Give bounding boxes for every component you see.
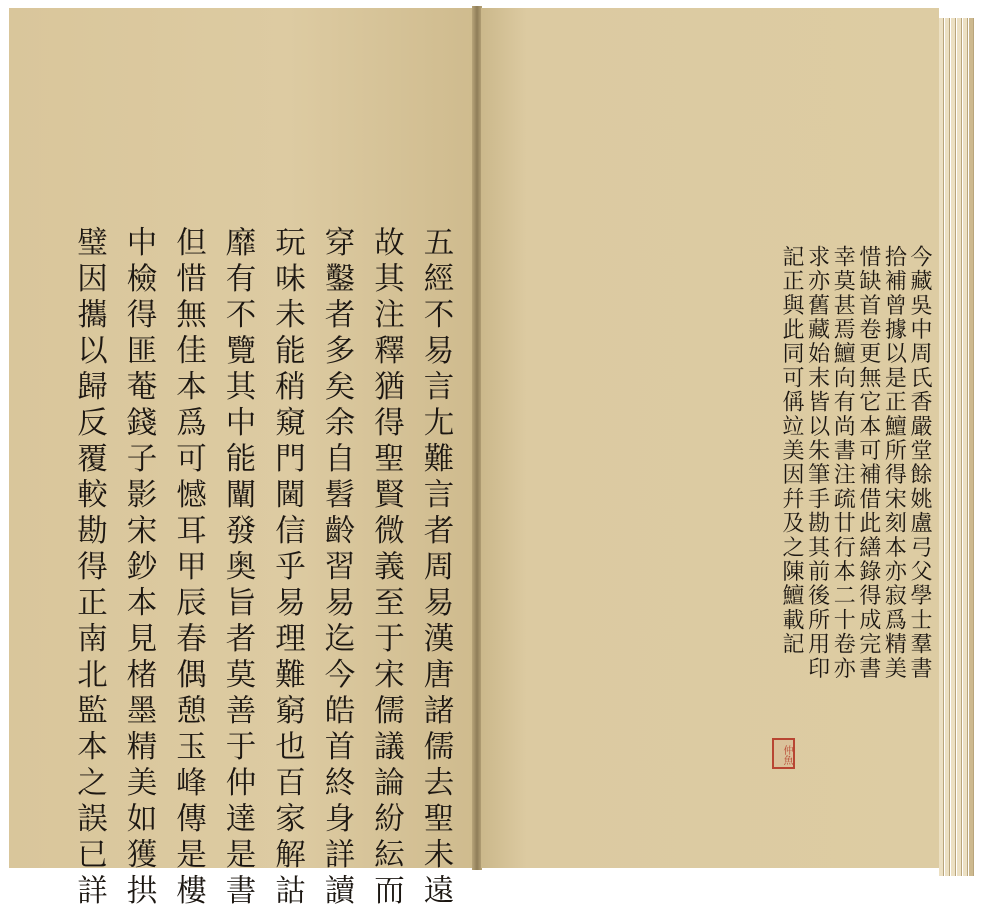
text-column: 璧因攜以歸反覆較勘得正南北監本之誤已詳 <box>71 226 107 910</box>
text-column: 幸莫甚焉鱣向有尚書注疏廿行本二十卷亦 <box>830 245 856 681</box>
red-seal-stamp: 仲魚 <box>772 738 795 769</box>
text-column: 今藏吳中周氏香嚴堂餘姚盧弓父學士羣書 <box>907 245 932 681</box>
left-page-text <box>20 226 460 910</box>
text-column: 中檢得匪菴錢子影宋鈔本見楮墨精美如獲拱 <box>121 226 156 910</box>
text-column: 拾補曾據以是正鱣所得宋刻本亦寂爲精美 <box>881 245 907 681</box>
text-column: 穿鑿者多矣余自髫齡習易迄今皓首終身詳讀 <box>319 226 354 910</box>
text-column: 靡有不覽其中能闡發奥旨者莫善于仲達是書 <box>220 226 255 910</box>
text-column: 記正與此同可偁竝美因幷及之陳鱣載記 <box>779 245 805 657</box>
text-column: 故其注釋猶得聖賢微義至于宋儒議論紛紜而 <box>368 226 404 910</box>
text-column: 五經不易言尢難言者周易漢唐諸儒去聖未遠 <box>418 226 453 910</box>
text-column: 玩味未能稍窺門閫信乎易理難窮也百家解詁 <box>269 226 305 910</box>
right-page-text <box>772 245 932 805</box>
text-column: 惜缺首卷更無它本可補借此繕錄得成完書 <box>855 245 881 681</box>
text-column: 求亦舊藏始末皆以朱筆手勘其前後所用印 <box>804 245 830 681</box>
page-edges <box>939 8 979 870</box>
text-column: 但惜無佳本爲可憾耳甲辰春偶憩玉峰傳是樓 <box>170 226 206 910</box>
